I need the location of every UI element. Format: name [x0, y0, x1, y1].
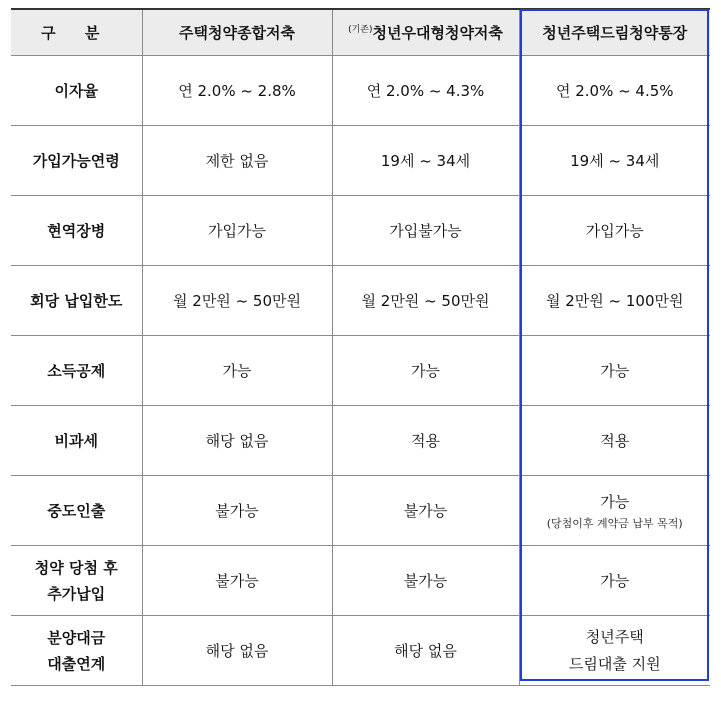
- row-label-line: 청약 당첨 후: [34, 558, 118, 577]
- table-cell: 연 2.0% ~ 2.8%: [142, 56, 332, 126]
- row-label-line: 분양대금: [47, 628, 106, 647]
- table-cell: 월 2만원 ~ 50만원: [332, 266, 519, 336]
- table-row: [11, 126, 710, 196]
- header-existing-prefix: (기존): [348, 25, 373, 35]
- cell-line: 드림대출 지원: [568, 654, 661, 673]
- table-cell: [519, 476, 710, 546]
- table-row: [11, 196, 710, 266]
- table-cell: 연 2.0% ~ 4.3%: [332, 56, 519, 126]
- cell-note: (당첨이후 계약금 납부 목적): [546, 516, 683, 530]
- header-category: 구 분: [11, 9, 142, 56]
- table-cell: 가입가능: [142, 196, 332, 266]
- table-cell: 해당 없음: [332, 616, 519, 686]
- table-cell: [519, 616, 710, 686]
- table-cell: 제한 없음: [142, 126, 332, 196]
- table-cell: 19세 ~ 34세: [332, 126, 519, 196]
- table-cell: 가능: [332, 336, 519, 406]
- table-row: [11, 476, 710, 546]
- table-cell: 불가능: [142, 476, 332, 546]
- row-label: 소득공제: [11, 336, 142, 406]
- table-cell: 연 2.0% ~ 4.5%: [519, 56, 710, 126]
- table-cell: 월 2만원 ~ 100만원: [519, 266, 710, 336]
- header-housing-subscription-savings: 주택청약종합저축: [142, 9, 332, 56]
- table-row: [11, 546, 710, 616]
- table-cell: 가입불가능: [332, 196, 519, 266]
- table-row: [11, 336, 710, 406]
- cell-value: 가능: [600, 492, 630, 511]
- row-label-line: 대출연계: [47, 654, 106, 673]
- row-label: 현역장병: [11, 196, 142, 266]
- table-row: [11, 266, 710, 336]
- table-cell: 불가능: [332, 546, 519, 616]
- table-row: [11, 406, 710, 476]
- table-cell: 불가능: [332, 476, 519, 546]
- row-label: [11, 546, 142, 616]
- table-cell: 월 2만원 ~ 50만원: [142, 266, 332, 336]
- table-cell: 해당 없음: [142, 616, 332, 686]
- table-cell: 가능: [142, 336, 332, 406]
- header-youth-preferential-label: 청년우대형청약저축: [372, 24, 503, 42]
- table-cell: 불가능: [142, 546, 332, 616]
- row-label: 비과세: [11, 406, 142, 476]
- comparison-table: [11, 8, 710, 686]
- table-cell: 가능: [519, 336, 710, 406]
- row-label: 회당 납입한도: [11, 266, 142, 336]
- table-row: [11, 56, 710, 126]
- table-cell: 가능: [519, 546, 710, 616]
- table-cell: 가입가능: [519, 196, 710, 266]
- row-label: [11, 616, 142, 686]
- table-cell: 해당 없음: [142, 406, 332, 476]
- cell-line: 청년주택: [585, 627, 644, 646]
- table-cell: 적용: [332, 406, 519, 476]
- table-cell: 적용: [519, 406, 710, 476]
- header-row: [11, 9, 710, 56]
- row-label: 중도인출: [11, 476, 142, 546]
- table-row: [11, 616, 710, 686]
- row-label: 이자율: [11, 56, 142, 126]
- table-cell: 19세 ~ 34세: [519, 126, 710, 196]
- row-label: 가입가능연령: [11, 126, 142, 196]
- row-label-line: 추가납입: [47, 584, 106, 603]
- header-youth-preferential-savings: [332, 9, 519, 56]
- header-youth-dream-account: 청년주택드림청약통장: [519, 9, 710, 56]
